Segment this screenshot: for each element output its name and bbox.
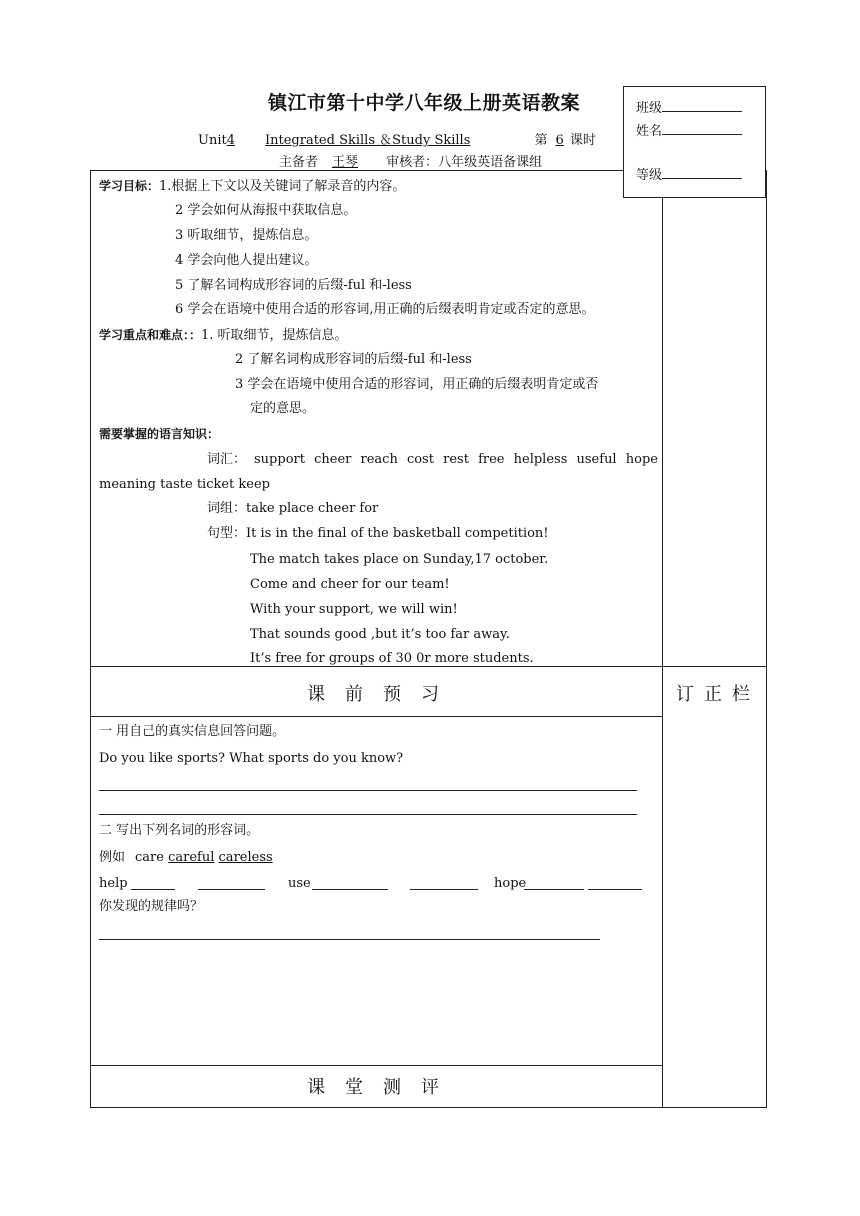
sentence-item: The match takes place on Sunday,17 october. bbox=[250, 552, 549, 567]
vocab-words: support cheer reach cost rest free helpless useful hope bbox=[254, 452, 658, 467]
unit-prefix: Unit bbox=[198, 133, 227, 148]
key-point-item: 2 了解名词构成形容词的后缀-ful 和-less bbox=[235, 352, 472, 367]
rule-answer-line[interactable] bbox=[99, 939, 600, 940]
blank-hope-2[interactable] bbox=[588, 889, 642, 890]
unit-line bbox=[198, 129, 596, 148]
preview-section-title: 课前预习 bbox=[307, 684, 459, 705]
sentence-line: 句型：It is in the final of the basketball competition! bbox=[207, 526, 549, 541]
objective-item: 3 听取细节，提炼信息。 bbox=[175, 228, 318, 243]
key-point-item: 3 学会在语境中使用合适的形容词，用正确的后缀表明肯定或否 bbox=[235, 377, 599, 392]
question-1-text: Do you like sports? What sports do you know? bbox=[99, 751, 404, 766]
blank-use-1[interactable] bbox=[312, 889, 388, 890]
question-1-title: 一 用自己的真实信息回答问题。 bbox=[99, 724, 286, 739]
class-field[interactable]: 班级 bbox=[636, 97, 742, 116]
grade-field[interactable]: 等级 bbox=[636, 164, 742, 183]
test-section-title: 课堂测评 bbox=[307, 1077, 459, 1098]
vocab-label: 词汇： bbox=[207, 452, 247, 467]
word-use: use bbox=[288, 876, 311, 891]
example-line: 例如 care careful careless bbox=[99, 850, 273, 865]
key-point-item: 定的意思。 bbox=[250, 401, 316, 416]
sentence-item: It’s free for groups of 30 0r more students. bbox=[250, 651, 534, 666]
question-2-title: 二 写出下列名词的形容词。 bbox=[99, 823, 260, 838]
sentence-item: That sounds good ,but it’s too far away. bbox=[250, 627, 510, 642]
word-hope: hope bbox=[494, 876, 527, 891]
reviewer-label: 审核者：八年级英语备课组 bbox=[386, 155, 543, 170]
preparer-line bbox=[279, 151, 542, 170]
objective-item: 6 学会在语境中使用合适的形容词,用正确的后缀表明肯定或否定的意思。 bbox=[175, 302, 595, 317]
preparer-label: 主备者 bbox=[279, 155, 319, 170]
lesson-prefix: 第 bbox=[534, 133, 548, 148]
objective-item: 5 了解名词构成形容词的后缀-ful 和-less bbox=[175, 278, 412, 293]
lesson-number: 6 bbox=[555, 133, 564, 148]
correction-column-title: 订正栏 bbox=[676, 684, 760, 705]
row-divider-3 bbox=[90, 1065, 663, 1066]
student-info-box bbox=[623, 86, 766, 198]
name-field[interactable]: 姓名 bbox=[636, 120, 742, 139]
row-divider-2 bbox=[90, 716, 663, 717]
lesson-suffix: 课时 bbox=[569, 133, 596, 148]
blank-use-2[interactable] bbox=[410, 889, 478, 890]
knowledge-label: 需要掌握的语言知识： bbox=[99, 427, 220, 441]
answer-line[interactable] bbox=[99, 814, 637, 815]
unit-topic: Integrated Skills ＆Study Skills bbox=[265, 133, 471, 148]
page-title: 镇江市第十中学八年级上册英语教案 bbox=[268, 92, 581, 114]
sentence-item: Come and cheer for our team! bbox=[250, 577, 450, 592]
example-answer-1: careful bbox=[168, 850, 215, 865]
objectives-line-1: 学习目标：1.根据上下文以及关键词了解录音的内容。 bbox=[99, 179, 406, 194]
sentence-item: With your support, we will win! bbox=[250, 602, 458, 617]
blank-hope-1[interactable] bbox=[524, 889, 584, 890]
objective-item: 4 学会向他人提出建议。 bbox=[175, 253, 318, 268]
example-answer-2: careless bbox=[218, 850, 273, 865]
blank-help-1[interactable] bbox=[131, 889, 175, 890]
vocab-line-2: meaning taste ticket keep bbox=[99, 477, 270, 492]
objectives-label: 学习目标： bbox=[99, 179, 160, 193]
answer-line[interactable] bbox=[99, 790, 637, 791]
rule-question: 你发现的规律吗？ bbox=[99, 899, 204, 914]
unit-number: 4 bbox=[226, 133, 235, 148]
blank-help-2[interactable] bbox=[198, 889, 265, 890]
key-points-line-1: 学习重点和难点：：1. 听取细节，提炼信息。 bbox=[99, 328, 348, 343]
table-divider bbox=[662, 170, 663, 1108]
key-points-label: 学习重点和难点：： bbox=[99, 328, 202, 342]
objective-item: 2 学会如何从海报中获取信息。 bbox=[175, 203, 357, 218]
phrases-line: 词组：take place cheer for bbox=[207, 501, 379, 516]
word-help: help bbox=[99, 876, 128, 891]
preparer-name: 王琴 bbox=[332, 155, 359, 170]
